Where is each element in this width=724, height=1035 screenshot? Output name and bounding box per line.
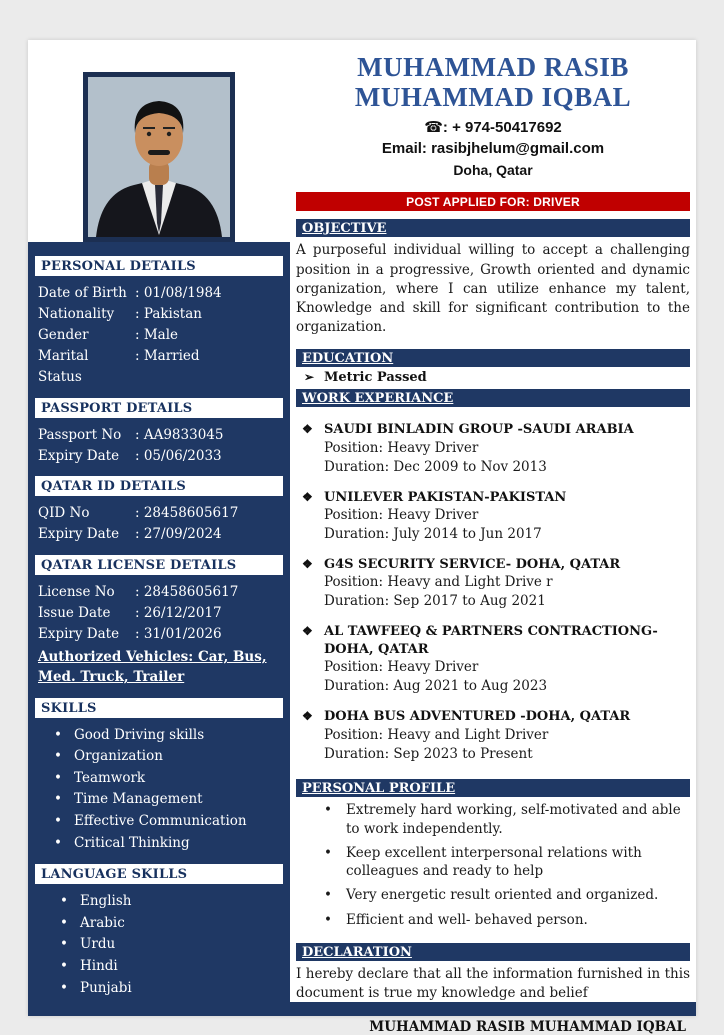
qatar-id-rows — [28, 503, 290, 545]
language-item — [54, 913, 284, 935]
detail-row — [38, 425, 282, 446]
phone-line — [296, 118, 690, 136]
qatar-id-section — [28, 476, 290, 545]
sidebar-body — [28, 242, 290, 1007]
company-line — [296, 708, 690, 726]
detail-row — [38, 524, 282, 545]
company-line — [296, 489, 690, 507]
candidate-name-title — [296, 52, 690, 112]
language-skills-header: LANGUAGE SKILLS — [35, 864, 283, 884]
bottom-navy-strip — [28, 1002, 696, 1016]
bullet-icon: • — [54, 834, 62, 851]
declaration-header: DECLARATION — [296, 943, 690, 961]
bullet-icon: • — [324, 911, 332, 928]
passport-details-rows — [28, 425, 290, 467]
bullet-icon: • — [54, 769, 62, 786]
bullet-icon: • — [324, 844, 332, 861]
position-line: Position: Heavy Driver — [324, 507, 479, 524]
company-name: G4S SECURITY SERVICE- DOHA, QATAR — [324, 556, 621, 572]
sidebar — [28, 40, 290, 1002]
main-content — [290, 40, 696, 1035]
detail-value: : Male — [135, 326, 179, 343]
bullet-icon: • — [60, 893, 68, 910]
bullet-icon: • — [60, 979, 68, 996]
diamond-bullet-icon: ❖ — [302, 489, 313, 504]
profile-item — [324, 844, 690, 880]
language-item — [54, 891, 284, 913]
detail-label: Expiry Date — [38, 526, 120, 543]
company-line — [296, 421, 690, 439]
objective-text: A purposeful individual willing to accept a challenging position in a progressive, Growth oriented and dynamic organization, where I can utilize enhance my talent, Knowledge and skill for significant contribution to the organization. — [296, 242, 690, 336]
detail-label: Passport No — [38, 426, 122, 443]
bullet-icon: • — [60, 914, 68, 931]
skill-item — [54, 768, 284, 790]
contact-block — [296, 112, 690, 178]
education-item — [304, 370, 690, 385]
profile-item — [324, 886, 690, 904]
company-line — [296, 556, 690, 574]
skill-label: Teamwork — [74, 769, 146, 786]
signature-name: MUHAMMAD RASIB MUHAMMAD IQBAL — [369, 1019, 686, 1035]
personal-details-section — [28, 256, 290, 388]
portrait-illustration — [88, 77, 230, 237]
detail-row — [38, 446, 282, 467]
profile-photo — [83, 72, 235, 242]
profile-text: Very energetic result oriented and organized. — [346, 887, 659, 904]
company-name: DOHA BUS ADVENTURED -DOHA, QATAR — [324, 709, 631, 725]
skill-item — [54, 811, 284, 833]
language-item — [54, 978, 284, 1000]
profile-item — [324, 801, 690, 837]
detail-row — [38, 283, 282, 304]
personal-profile-header: PERSONAL PROFILE — [296, 779, 690, 797]
phone-icon: ☎ — [424, 119, 443, 137]
position-line: Position: Heavy Driver — [324, 439, 479, 456]
language-item — [54, 956, 284, 978]
location-line: Doha, Qatar — [453, 162, 533, 179]
work-experience-header: WORK EXPERIANCE — [296, 389, 690, 407]
skills-section — [28, 698, 290, 855]
detail-value: : 28458605617 — [135, 584, 239, 601]
detail-row — [38, 503, 282, 524]
education-label: Metric Passed — [324, 370, 427, 386]
duration-line: Duration: Sep 2023 to Present — [324, 745, 533, 762]
detail-label: Gender — [38, 326, 89, 343]
personal-details-rows — [28, 283, 290, 388]
diamond-bullet-icon: ❖ — [302, 422, 313, 437]
language-item — [54, 934, 284, 956]
detail-label: Nationality — [38, 305, 115, 322]
bullet-icon: • — [324, 802, 332, 819]
detail-row — [38, 603, 282, 624]
company-name: AL TAWFEEQ & PARTNERS CONTRACTIONG-DOHA, QATAR — [324, 624, 658, 657]
language-label: Punjabi — [80, 979, 132, 996]
diamond-bullet-icon: ❖ — [302, 709, 313, 724]
detail-label: QID No — [38, 505, 90, 522]
personal-details-header: PERSONAL DETAILS — [35, 256, 283, 276]
duration-line: Duration: Sep 2017 to Aug 2021 — [324, 593, 546, 610]
duration-line: Duration: Dec 2009 to Nov 2013 — [324, 458, 547, 475]
work-entry — [296, 489, 690, 544]
company-name: SAUDI BINLADIN GROUP -SAUDI ARABIA — [324, 422, 634, 438]
language-label: Urdu — [80, 936, 116, 953]
skills-header: SKILLS — [35, 698, 283, 718]
detail-label: Issue Date — [38, 605, 111, 622]
detail-value: : Married — [135, 347, 200, 364]
bullet-icon: • — [60, 936, 68, 953]
company-name: UNILEVER PAKISTAN-PAKISTAN — [324, 489, 567, 505]
education-header: EDUCATION — [296, 349, 690, 367]
detail-label: Expiry Date — [38, 447, 120, 464]
skill-item — [54, 746, 284, 768]
bullet-icon: • — [60, 957, 68, 974]
diamond-bullet-icon: ❖ — [302, 556, 313, 571]
cv-main — [28, 40, 696, 1035]
personal-profile-list — [296, 801, 690, 934]
duration-line: Duration: Aug 2021 to Aug 2023 — [324, 678, 548, 695]
bullet-icon: • — [54, 812, 62, 829]
detail-label: Expiry Date — [38, 626, 120, 643]
skill-item — [54, 833, 284, 855]
cv-page — [28, 40, 696, 1035]
qatar-license-header: QATAR LICENSE DETAILS — [35, 555, 283, 575]
detail-value: : AA9833045 — [135, 426, 224, 443]
profile-item — [324, 911, 690, 929]
company-line — [296, 623, 690, 658]
profile-text: Efficient and well- behaved person. — [346, 911, 588, 928]
detail-value: : 31/01/2026 — [135, 626, 222, 643]
candidate-name-line1: MUHAMMAD RASIB — [357, 52, 629, 82]
post-applied-banner: POST APPLIED FOR: DRIVER — [296, 192, 690, 211]
duration-line: Duration: July 2014 to Jun 2017 — [324, 526, 542, 543]
authorized-vehicles-note: Authorized Vehicles: Car, Bus, Med. Truck, Trailer — [38, 649, 267, 686]
phone-number: : + 974-50417692 — [442, 119, 562, 137]
position-line: Position: Heavy and Light Drive r — [324, 574, 553, 591]
bullet-icon: • — [54, 791, 62, 808]
detail-value: : 26/12/2017 — [135, 605, 222, 622]
skill-label: Organization — [74, 748, 163, 765]
detail-row — [38, 304, 282, 325]
skill-label: Good Driving skills — [74, 726, 205, 743]
language-skills-section — [28, 864, 290, 999]
bullet-icon: • — [324, 887, 332, 904]
position-line: Position: Heavy and Light Driver — [324, 726, 549, 743]
language-label: Arabic — [80, 914, 125, 931]
bullet-icon: • — [54, 726, 62, 743]
objective-header: OBJECTIVE — [296, 219, 690, 237]
work-entry — [296, 708, 690, 763]
work-experience-list — [296, 409, 690, 763]
skill-item — [54, 725, 284, 747]
detail-label: Date of Birth — [38, 285, 127, 301]
detail-label: Marital Status — [38, 347, 89, 385]
candidate-name-line2: MUHAMMAD IQBAL — [354, 82, 632, 113]
detail-value: : 28458605617 — [135, 505, 239, 522]
detail-row — [38, 624, 282, 645]
skill-label: Time Management — [74, 791, 203, 808]
language-list — [28, 891, 290, 999]
work-entry — [296, 556, 690, 611]
arrow-bullet-icon: ➢ — [304, 370, 315, 385]
email-line: Email: rasibjhelum@gmail.com — [381, 140, 605, 158]
detail-value: : 01/08/1984 — [135, 285, 222, 301]
profile-text: Extremely hard working, self-motivated and able to work independently. — [346, 802, 681, 837]
detail-row — [38, 325, 282, 346]
skills-list — [28, 725, 290, 855]
diamond-bullet-icon: ❖ — [302, 624, 313, 639]
work-entry — [296, 623, 690, 696]
detail-label: License No — [38, 584, 115, 601]
detail-value: : 27/09/2024 — [135, 526, 222, 543]
skill-label: Critical Thinking — [74, 834, 190, 851]
skill-label: Effective Communication — [74, 812, 247, 829]
passport-details-header: PASSPORT DETAILS — [35, 398, 283, 418]
detail-row — [38, 582, 282, 603]
qatar-id-header: QATAR ID DETAILS — [35, 476, 283, 496]
work-entry — [296, 421, 690, 476]
position-line: Position: Heavy Driver — [324, 659, 479, 676]
detail-value: : 05/06/2033 — [135, 447, 222, 464]
qatar-license-rows — [28, 582, 290, 645]
detail-value: : Pakistan — [135, 305, 202, 322]
profile-text: Keep excellent interpersonal relations with colleagues and ready to help — [346, 844, 642, 880]
language-label: English — [80, 893, 132, 910]
qatar-license-section — [28, 555, 290, 687]
language-label: Hindi — [80, 957, 118, 974]
photo-area — [28, 40, 290, 242]
detail-row — [38, 346, 282, 388]
passport-details-section — [28, 398, 290, 467]
declaration-text: I hereby declare that all the information furnished in this document is true my knowledge and belief — [296, 965, 690, 1001]
skill-item — [54, 789, 284, 811]
bullet-icon: • — [54, 748, 62, 765]
